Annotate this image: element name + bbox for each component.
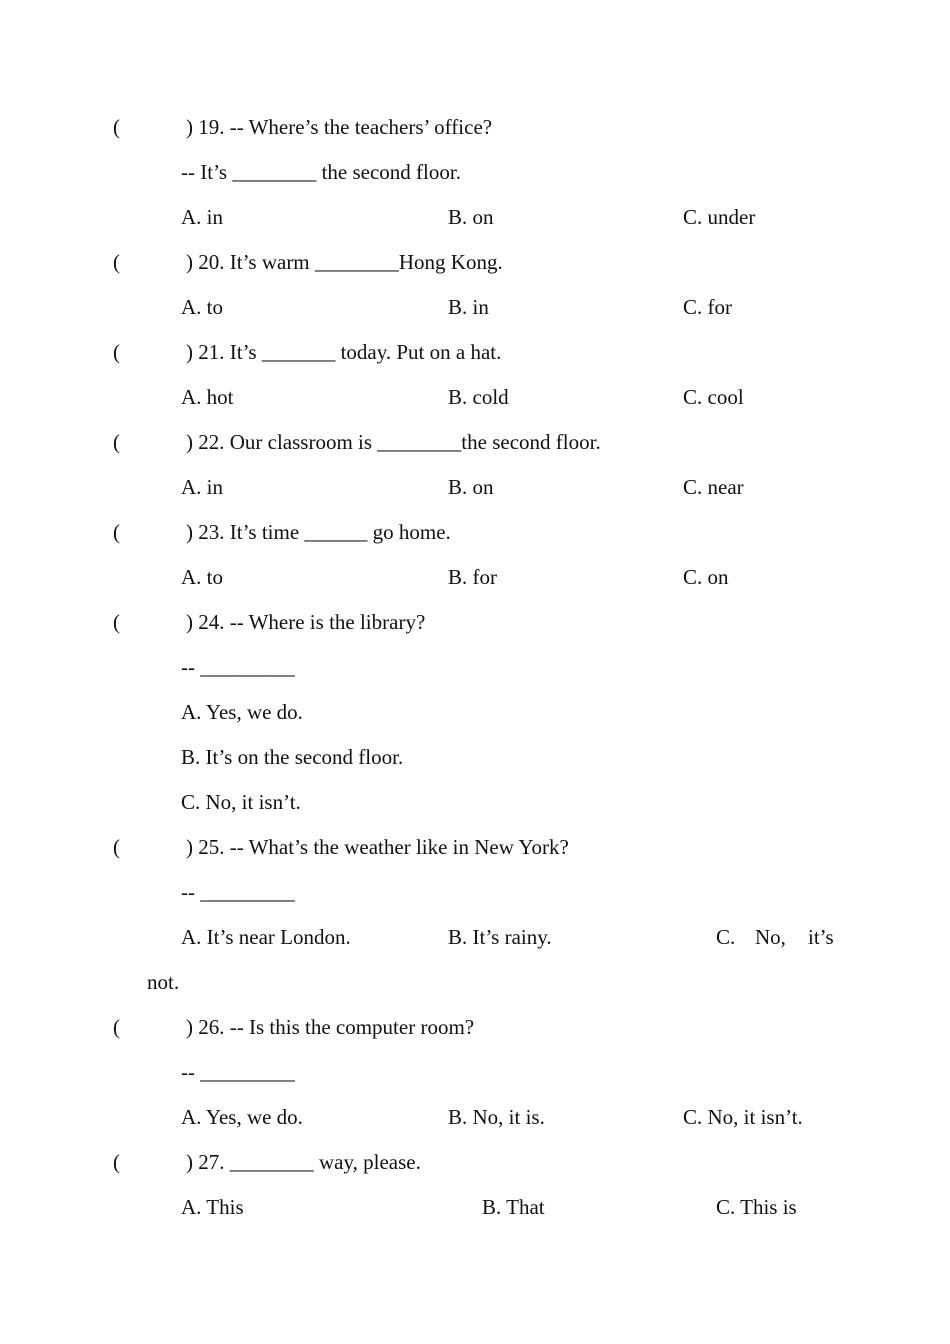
option-c-word: No, bbox=[755, 925, 786, 949]
question-stem: ) 21. It’s _______ today. Put on a hat. bbox=[186, 340, 502, 364]
option-c: C. near bbox=[683, 475, 744, 499]
answer-line: -- It’s ________ the second floor. bbox=[181, 160, 461, 184]
option-c-wrap: not. bbox=[147, 970, 180, 994]
answer-line: -- _________ bbox=[181, 880, 295, 904]
option-c: C. cool bbox=[683, 385, 744, 409]
answer-paren: ( bbox=[113, 520, 120, 544]
option-b: B. for bbox=[448, 565, 497, 589]
question-stem: ) 19. -- Where’s the teachers’ office? bbox=[186, 115, 493, 139]
question-stem: ) 26. -- Is this the computer room? bbox=[186, 1015, 475, 1039]
option-a: A. This bbox=[181, 1195, 244, 1219]
question-stem: ) 23. It’s time ______ go home. bbox=[186, 520, 451, 544]
question-stem: ) 24. -- Where is the library? bbox=[186, 610, 426, 634]
option-c: C. This is bbox=[716, 1195, 797, 1219]
answer-paren: ( bbox=[113, 115, 120, 139]
question-stem: ) 27. ________ way, please. bbox=[186, 1150, 421, 1174]
option-b: B. That bbox=[482, 1195, 545, 1219]
answer-line: -- _________ bbox=[181, 655, 295, 679]
option-c-word: it’s bbox=[808, 925, 834, 949]
question-stem: ) 25. -- What’s the weather like in New York? bbox=[186, 835, 569, 859]
option-c-label: C. bbox=[716, 925, 736, 949]
option-a: A. It’s near London. bbox=[181, 925, 351, 949]
answer-paren: ( bbox=[113, 340, 120, 364]
answer-paren: ( bbox=[113, 430, 120, 454]
option-b: B. No, it is. bbox=[448, 1105, 545, 1129]
option-a: A. Yes, we do. bbox=[181, 700, 303, 724]
option-c: C. No, it isn’t. bbox=[181, 790, 301, 814]
question-stem: ) 20. It’s warm ________Hong Kong. bbox=[186, 250, 503, 274]
option-b: B. cold bbox=[448, 385, 509, 409]
option-b: B. on bbox=[448, 205, 494, 229]
option-a: A. to bbox=[181, 565, 223, 589]
option-b: B. in bbox=[448, 295, 489, 319]
option-a: A. in bbox=[181, 205, 223, 229]
option-a: A. Yes, we do. bbox=[181, 1105, 303, 1129]
answer-paren: ( bbox=[113, 835, 120, 859]
option-c: C. on bbox=[683, 565, 729, 589]
option-b: B. It’s on the second floor. bbox=[181, 745, 404, 769]
option-a: A. to bbox=[181, 295, 223, 319]
option-b: B. It’s rainy. bbox=[448, 925, 552, 949]
answer-paren: ( bbox=[113, 250, 120, 274]
answer-paren: ( bbox=[113, 1015, 120, 1039]
option-c: C. No, it isn’t. bbox=[683, 1105, 803, 1129]
answer-line: -- _________ bbox=[181, 1060, 295, 1084]
option-b: B. on bbox=[448, 475, 494, 499]
question-stem: ) 22. Our classroom is ________the second floor. bbox=[186, 430, 601, 454]
option-c: C. for bbox=[683, 295, 732, 319]
option-a: A. in bbox=[181, 475, 223, 499]
option-c: C. under bbox=[683, 205, 756, 229]
answer-paren: ( bbox=[113, 1150, 120, 1174]
answer-paren: ( bbox=[113, 610, 120, 634]
option-a: A. hot bbox=[181, 385, 234, 409]
